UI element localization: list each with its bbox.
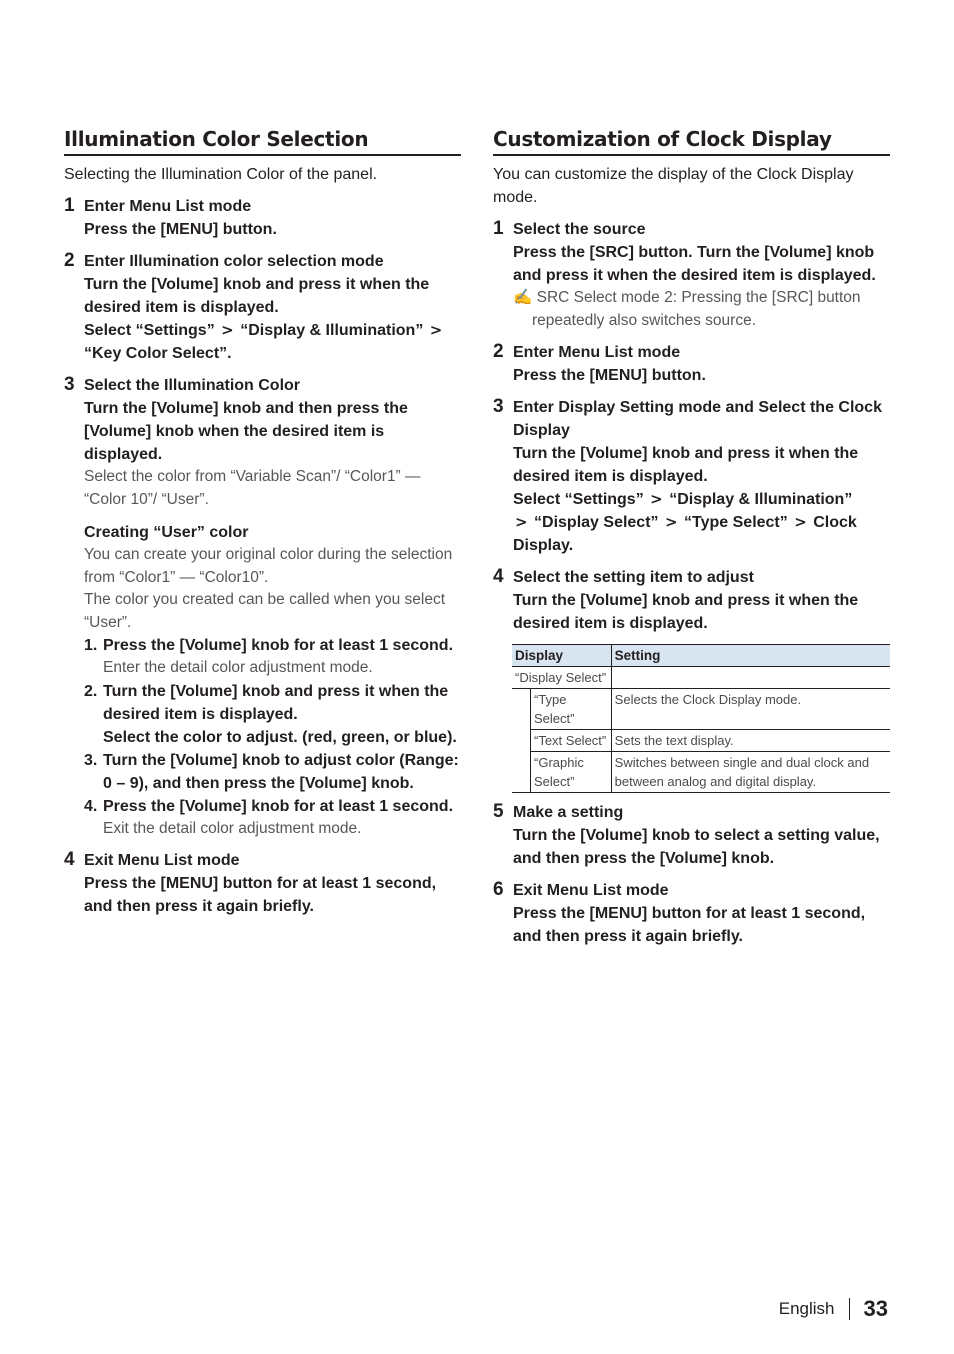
chevron-right-icon: > [515, 513, 528, 531]
step-text: Turn the [Volume] knob to select a setting value, and then press the [Volume] knob. [513, 827, 880, 867]
list-item-note: Enter the detail color adjustment mode. [103, 659, 373, 676]
menu-path-item: “Display & Illumination” [240, 322, 424, 339]
list-item [84, 634, 461, 680]
step-4 [64, 849, 461, 918]
step-1 [64, 195, 461, 241]
step-5 [493, 801, 890, 870]
table-cell-display: “Text Select” [531, 730, 612, 752]
menu-path-item: “Display Select” [534, 514, 659, 531]
section-intro: You can customize the display of the Clock Display mode. [493, 166, 854, 206]
clock-settings-table [512, 644, 890, 793]
list-item-note: Exit the detail color adjustment mode. [103, 819, 362, 837]
menu-path-item: Select “Settings” [513, 491, 644, 508]
step-text: Press the [MENU] button for at least 1 second, and then press it again briefly. [84, 875, 437, 915]
step-number: 1 [493, 218, 504, 239]
list-item-number: 1. [84, 637, 98, 654]
step-number: 6 [493, 879, 504, 900]
page-footer [779, 1294, 888, 1324]
table-cell-indent [512, 689, 531, 730]
step-text: Press the [SRC] button. Turn the [Volume] knob and press it when the desired item is displayed. [513, 244, 876, 284]
step-title: Exit Menu List mode [513, 882, 669, 899]
step-title: Enter Menu List mode [513, 344, 681, 361]
step-text: Turn the [Volume] knob and press it when the desired item is displayed. [513, 445, 859, 485]
step-title: Enter Illumination color selection mode [84, 253, 384, 270]
list-item-text: Turn the [Volume] knob to adjust color (Range: 0 – 9), and then press the [Volume] knob. [103, 751, 459, 792]
step-number: 3 [493, 396, 504, 417]
chevron-right-icon: > [221, 321, 234, 339]
list-item [84, 795, 461, 841]
subheading-note: The color you created can be called when you select “User”. [84, 591, 446, 631]
table-cell-setting: Selects the Clock Display mode. [611, 689, 890, 730]
step-number: 4 [64, 849, 75, 870]
step-number: 2 [493, 341, 504, 362]
step-text: Press the [MENU] button. [513, 367, 706, 384]
footer-divider [849, 1298, 850, 1320]
chevron-right-icon: > [794, 513, 807, 531]
step-text: Press the [MENU] button for at least 1 second, and then press it again briefly. [513, 905, 866, 945]
list-item [84, 680, 461, 749]
menu-path-item: Select “Settings” [84, 322, 215, 339]
step-text: Turn the [Volume] knob and then press the [Volume] knob when the desired item is displayed. [84, 400, 408, 463]
step-3 [64, 374, 461, 840]
step-title: Select the Illumination Color [84, 377, 301, 394]
step-3 [493, 396, 890, 557]
chevron-right-icon: > [650, 490, 663, 508]
list-item-number: 2. [84, 682, 98, 700]
step-note: Select the color from “Variable Scan”/ “Color1” — “Color 10”/ “User”. [84, 468, 421, 508]
step-2 [493, 341, 890, 387]
list-item-text: Press the [Volume] knob for at least 1 second. [103, 637, 454, 654]
step-title: Make a setting [513, 804, 624, 821]
table-cell-setting: Sets the text display. [611, 730, 890, 752]
section-intro: Selecting the Illumination Color of the panel. [64, 166, 378, 183]
table-row [512, 752, 890, 793]
chevron-right-icon: > [664, 513, 678, 531]
step-title: Enter Menu List mode [84, 198, 252, 215]
user-color-steps [84, 634, 461, 840]
step-text: Press the [MENU] button. [84, 221, 277, 238]
table-header-row [512, 645, 890, 667]
left-column [64, 126, 461, 927]
table-header-display: Display [512, 645, 611, 667]
list-item-number: 4. [84, 797, 98, 815]
page-number: 33 [863, 1296, 888, 1321]
list-item-text: Press the [Volume] knob for at least 1 second. [103, 797, 454, 815]
table-row [512, 667, 890, 689]
step-6 [493, 879, 890, 948]
step-title: Enter Display Setting mode and Select the Clock Display [513, 399, 882, 439]
menu-path-item: “Display & Illumination” [669, 491, 853, 508]
table-header-setting: Setting [611, 645, 890, 667]
list-item-text: Turn the [Volume] knob and press it when the desired item is displayed. [103, 682, 449, 723]
menu-path-item: “Type Select” [684, 514, 788, 531]
step-text: Turn the [Volume] knob and press it when the desired item is displayed. [513, 592, 859, 632]
list-item-number: 3. [84, 751, 98, 769]
table-cell-empty [611, 667, 890, 689]
step-1 [493, 218, 890, 332]
table-cell-display: “Graphic Select” [531, 752, 612, 793]
step-number: 5 [493, 801, 504, 822]
step-4 [493, 566, 890, 635]
section-title-illumination: Illumination Color Selection [64, 126, 461, 156]
step-text: Turn the [Volume] knob and press it when the desired item is displayed. [84, 276, 430, 316]
step-number: 3 [64, 374, 75, 395]
table-cell-display: “Type Select” [531, 689, 612, 730]
table-cell-indent [512, 730, 531, 752]
section-title-clock: Customization of Clock Display [493, 126, 890, 156]
step-number: 1 [64, 195, 75, 216]
table-cell-group: “Display Select” [512, 667, 611, 689]
list-item-text: Select the color to adjust. (red, green, or blue). [103, 728, 457, 746]
menu-path-item: “Key Color Select”. [84, 345, 232, 362]
subheading-note: You can create your original color during the selection from “Color1” — “Color10”. [84, 546, 453, 586]
chevron-right-icon: > [429, 321, 443, 339]
menu-path-item: Clock Display. [513, 514, 857, 554]
table-cell-setting: Switches between single and dual clock and between analog and digital display. [611, 752, 890, 793]
menu-path [84, 319, 461, 365]
table-row [512, 689, 890, 730]
footer-language: English [778, 1299, 835, 1318]
step-2 [64, 250, 461, 365]
step-title: Exit Menu List mode [84, 852, 240, 869]
step-title: Select the source [513, 221, 646, 238]
step-note: ✍ SRC Select mode 2: Pressing the [SRC] button repeatedly also switches source. [513, 289, 861, 329]
list-item [84, 749, 461, 795]
step-title: Select the setting item to adjust [513, 569, 754, 586]
right-column [493, 126, 890, 957]
step-number: 4 [493, 566, 504, 587]
menu-path [513, 488, 890, 557]
subheading-user-color: Creating “User” color [84, 524, 249, 541]
table-row [512, 730, 890, 752]
table-cell-indent [512, 752, 531, 793]
step-number: 2 [64, 250, 75, 271]
